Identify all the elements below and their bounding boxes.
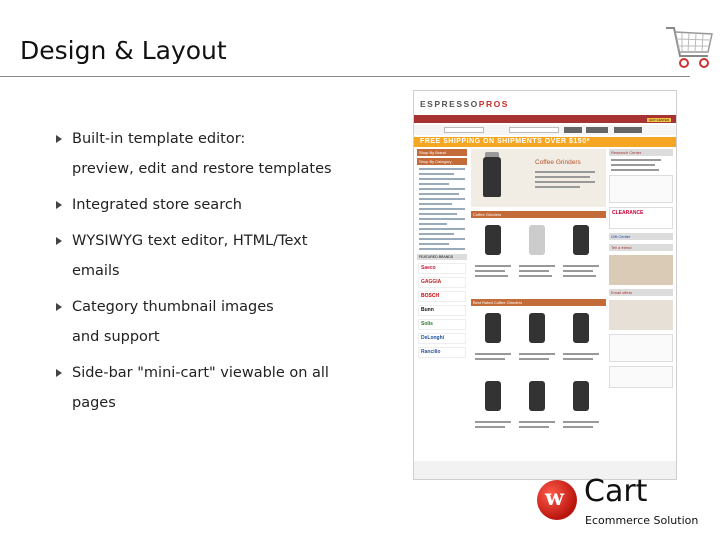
store-search-button [564, 127, 582, 133]
store-logo: ESPRESSOPROS [420, 99, 509, 109]
store-nav [414, 115, 676, 123]
list-item-text: pages [72, 395, 116, 411]
brand-logo: Solis [418, 319, 466, 330]
product-image [563, 221, 601, 261]
store-header [414, 91, 676, 113]
list-item [54, 226, 374, 286]
list-item [54, 190, 374, 220]
list-item-text: Side-bar "mini-cart" viewable on all [72, 365, 329, 381]
store-right-column [609, 149, 673, 459]
store-section-heading: Coffee Grinders [471, 211, 606, 218]
store-section-heading: Best Rated Coffee Grinders [471, 299, 606, 306]
store-shipping-banner: FREE SHIPPING ON SHIPMENTS OVER $150* [414, 137, 676, 147]
list-item-text: WYSIWYG text editor, HTML/Text [72, 233, 308, 249]
store-sidebar-heading: Shop By Category [417, 158, 467, 165]
product-image [519, 221, 557, 261]
store-search-bar [414, 125, 676, 135]
bullet-triangle-icon [56, 237, 62, 245]
store-promo-image [609, 255, 673, 285]
store-featured-heading: FEATURED BRANDS [417, 254, 467, 260]
list-item [54, 358, 374, 418]
bullet-triangle-icon [56, 135, 62, 143]
list-item [54, 124, 374, 184]
store-sidebar-heading: Shop By Brand [417, 149, 467, 156]
feature-list [54, 124, 374, 418]
brand-logo: Bunn [418, 305, 466, 316]
logo-brand: Cart [584, 474, 648, 509]
store-gift-tab: GIFT CENTER [649, 118, 669, 122]
list-item [54, 292, 374, 352]
list-item-text: Built-in template editor: [72, 131, 246, 147]
store-sidebar [417, 149, 467, 439]
store-search-input [509, 127, 559, 133]
brand-logo: Rancilio [418, 347, 466, 358]
list-item-text: preview, edit and restore templates [72, 161, 332, 177]
slide-title: Design & Layout [20, 36, 227, 65]
bullet-triangle-icon [56, 303, 62, 311]
product-image [475, 377, 513, 417]
list-item-text: and support [72, 329, 160, 345]
brand-logo: BOSCH [418, 291, 466, 302]
store-search-button [614, 127, 642, 133]
brand-logo: DeLonghi [418, 333, 466, 344]
store-search-button [586, 127, 608, 133]
product-image [519, 309, 557, 349]
product-image [519, 377, 557, 417]
store-banner-title: Coffee Grinders [535, 159, 581, 166]
brand-logo: Saeco [418, 263, 466, 274]
list-item-text: Category thumbnail images [72, 299, 274, 315]
product-image [563, 309, 601, 349]
store-email-heading: Email offers [609, 289, 673, 296]
store-badge [609, 334, 673, 362]
store-promo-image [609, 300, 673, 330]
product-image [563, 377, 601, 417]
shopping-cart-icon [664, 22, 716, 72]
wcart-logo-icon [537, 480, 577, 520]
title-divider [0, 76, 690, 77]
logo-tagline: Ecommerce Solution [585, 514, 699, 527]
product-image [475, 221, 513, 261]
store-promo-box [609, 175, 673, 203]
store-gift-heading: Gift Center [609, 233, 673, 240]
store-friend-heading: Tell a friend [609, 244, 673, 251]
store-clearance-banner: CLEARANCE [609, 207, 673, 229]
store-research-heading: Research Center [609, 149, 673, 156]
store-search-input [444, 127, 484, 133]
bullet-triangle-icon [56, 369, 62, 377]
store-badge [609, 366, 673, 388]
store-category-banner [471, 149, 606, 207]
product-image [475, 309, 513, 349]
brand-logo: GAGGIA [418, 277, 466, 288]
list-item-text: emails [72, 263, 120, 279]
store-main-content [471, 149, 606, 449]
list-item-text: Integrated store search [72, 197, 242, 213]
bullet-triangle-icon [56, 201, 62, 209]
store-screenshot [413, 90, 677, 480]
